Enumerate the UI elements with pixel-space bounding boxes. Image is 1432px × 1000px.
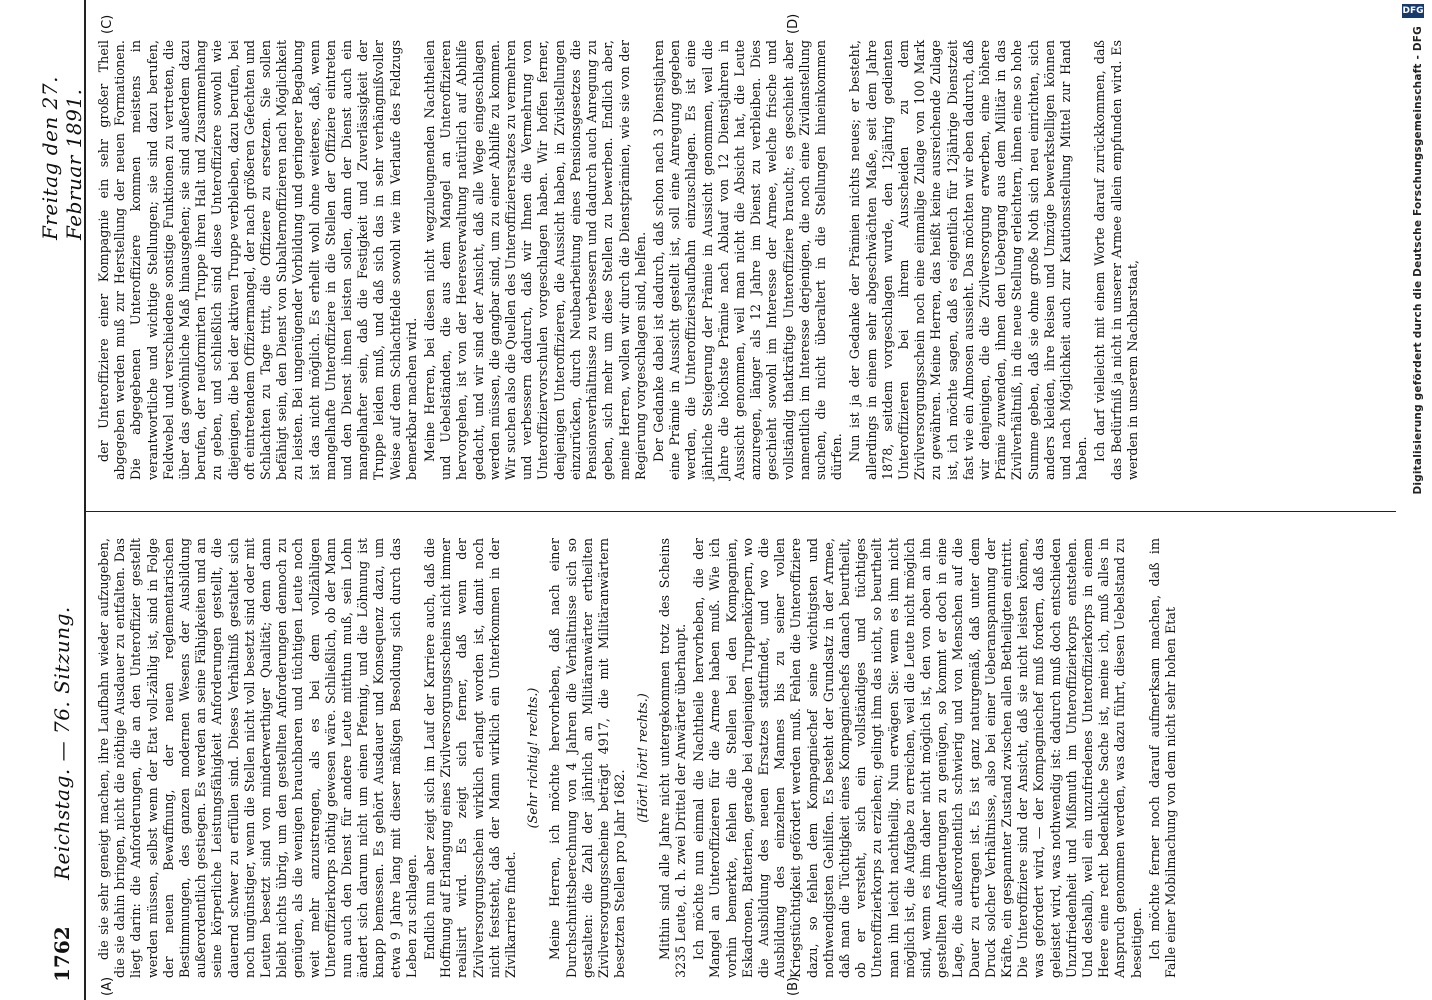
paragraph: Endlich nun aber zeigt sich im Lauf der Karriere auch, daß die Hoffnung auf Erlangung eines Zivilversorgungsscheins nicht immer realisirt wird. Es zeigt sich ferner, daß wenn der Zivilversorgungsschein wirklich erlangt worden ist, damit noch nicht feststeht, daß der Mann wirklich ein Unterkommen in der Zivilkarriere findet. bbox=[422, 538, 519, 978]
paragraph: Nun ist ja der Gedanke der Prämien nichts neues; er besteht, allerdings in einem sehr abgeschwächten Maße, seit dem Jahre 1878, seitdem vorgeschlagen wurde, den 12jährig gedienten Unteroffizieren bei ihrem Ausscheiden zu dem Zivilversorgungsschein noch eine einmalige Zulage von 100 Mark zu gewähren. Meine Herren, das heißt keine ausreichende Zulage ist, ich möchte sagen, daß es eigentlich für 12jährige Dienstzeit fast wie ein Almosen aussieht. Das möchten wir eben dadurch, daß wir denjenigen, die die Zivilversorgung erwerben, eine höhere Prämie zuwenden, ihnen den Uebergang aus dem Militär in das Zivilverhältniß, in die neue Stellung erleichtern, ihnen eine so hohe Summe geben, daß sie ohne große Noth sich neu einrichten, sich anders kleiden, ihre Reisen und Umzüge bewerkstelligen können und nach Möglichkeit auch zur Kautionsstellung Mittel zur Hand haben. bbox=[847, 40, 1090, 480]
paragraph: Meine Herren, ich möchte hervorheben, daß nach einer Durchschnittsberechnung von 4 Jahren die Verhältnisse sich so gestalten: die Zahl der jährlich an Militäranwärter ertheilten Zivilversorgungsscheine beträgt 4917, die mit Militäranwärtern besetzten Stellen pro Jahr 1682. bbox=[547, 538, 628, 978]
paragraph: der Unteroffiziere einer Kompagnie ein sehr großer Theil abgegeben werden muß zur Herstellung der neuen Formationen. Die abgegebenen Unteroffiziere kommen meistens in verantwortliche und wichtige Stellungen; sie sind dazu berufen, Feldwebel und verschiedene sonstige Funktionen zu vertreten, die über das gewöhnliche Maß hinausgehen; sie sind außerdem dazu berufen, der neuformirten Truppe ihren Halt und Zusammenhang zu geben, und schließlich sind diese Unteroffiziere sowohl wie diejenigen, die bei der aktiven Truppe verbleiben, dazu berufen, bei oft eintretendem Offiziermangel, der nach größeren Gefechten und Schlachten zu Tage tritt, die Offiziere zu ersetzen. Sie sollen befähigt sein, den Dienst von Subalternoffizieren nach Möglichkeit zu leisten. Bei ungenügender Vorbildung und geringerer Begabung ist das nicht möglich. Es erhellt wohl ohne weiteres, daß, wenn mangelhafte Unteroffiziere in die Stellen der Offiziere eintreten und den Dienst ihnen leisten sollen, dann der Dienst auch ein mangelhafter sein, daß die Festigkeit und Zuverlässigkeit der Truppe leiden muß, und daß sich das in sehr verhängnißvoller Weise auf dem Schlachtfelde sowohl wie im Verlaufe des Feldzugs bemerkbar machen wird. bbox=[96, 40, 419, 480]
paragraph: Meine Herren, bei diesen nicht wegzuleugnenden Nachtheilen und Uebelständen, die aus dem Mangel an Unteroffizieren hervorgehen, ist von der Heeresverwaltung natürlich auf Abhilfe gedacht, und wir sind der Ansicht, daß alle Wege eingeschlagen werden müssen, die gangbar sind, um zu einer Abhilfe zu kommen. Wir suchen also die Quellen des Unteroffizierersatzes zu vermehren und verbessern dadurch, daß wir Ihnen die Vermehrung von Unteroffiziervorschulen vorgeschlagen haben. Wir hoffen ferner, denjenigen Unteroffizieren, die Aussicht haben, in Zivilstellungen einzurücken, durch Neubearbeitung eines Pensionsgesetzes die Pensionsverhältnisse zu verbessern und dadurch auch Anregung zu geben, sich mehr um diese Stellen zu bewerben. Endlich aber, meine Herren, wollen wir durch die Dienstprämien, wie sie von der Regierung vorgeschlagen sind, helfen. bbox=[422, 40, 648, 480]
margin-marker-c: (C) bbox=[100, 14, 115, 34]
margin-marker-a: (A) bbox=[100, 976, 115, 996]
session-title: Reichstag. — 76. Sitzung. bbox=[50, 606, 74, 880]
paragraph: Ich möchte nun einmal die Nachtheile hervorheben, die der Mangel an Unteroffizieren für die Armee haben muß. Wie ich vorhin bemerkte, fehlen die Stellen bei den Kompagnien, Eskadronen, Batterien, gerade bei denjenigen Truppenkörpern, wo die Ausbildung des neuen Ersatzes stattfindet, und wo die Ausbildung des einzelnen Mannes bis zu seiner vollen Kriegstüchtigkeit gefördert werden muß. Fehlen die Unteroffiziere dazu, so fehlen dem Kompagniechef seine wichtigsten und nothwendigsten Gehilfen. Es besteht der Grundsatz in der Armee, daß man die Tüchtigkeit eines Kompagniechefs danach beurtheilt, ob er versteht, sich ein vollständiges und tüchtiges Unteroffizierkorps zu erziehen; gelingt ihm das nicht, so beurtheilt man ihn leicht nachtheilig. Nun erwägen Sie: wenn es ihm nicht möglich ist, die Aufgabe zu erreichen, weil die Leute nicht möglich sind, wenn es ihm daher nicht möglich ist, den von oben an ihn gestellten Anforderungen zu genügen, so kommt er doch in eine Lage, die außerordentlich schwierig und von Menschen auf die Dauer zu ertragen ist. Es ist ganz naturgemäß, daß unter dem Druck solcher Verhältnisse, also bei einer Ueberanspannung der Kräfte, ein gespannter Zustand zwischen allen Betheiligten eintritt. Die Unteroffiziere sind der Ansicht, daß sie nicht leisten können, was gefordert wird, — der Kompagniechef muß fordern, daß das geleistet wird, was nothwendig ist: dadurch muß doch entschieden Unzufriedenheit und Mißmuth im Unteroffizierkorps entstehen. Und deshalb, weil ein unzufriedenes Unteroffizierkorps in einem Heere eine recht bedenkliche Sache ist, meine ich, muß alles in Anspruch genommen werden, was dazu führt, diesen Uebelstand zu beseitigen. bbox=[691, 538, 1144, 978]
margin-marker-d: (D) bbox=[786, 13, 801, 34]
paragraph: Ich darf vielleicht mit einem Worte darauf zurückkommen, daß das Bedürfniß ja nicht in unserer Armee allein empfunden wird. Es werden in unserem Nachbarstaat, bbox=[1092, 40, 1140, 480]
header-rule bbox=[84, 0, 86, 1000]
paragraph: Der Gedanke dabei ist dadurch, daß schon nach 3 Dienstjahren eine Prämie in Aussicht gestellt ist, soll eine Anregung gegeben werden, die Unteroffizierslaufbahn einzuschlagen. Es ist eine jährliche Steigerung der Prämie in Aussicht genommen, weil die Jahre die höchste Prämie nach Ablauf von 12 Dienstjahren in Aussicht genommen, weil man nicht die Absicht hat, die Leute anzuregen, länger als 12 Jahre im Dienst zu verbleiben. Dies geschieht sowohl im Interesse der Armee, welche frische und vollständig thatkräftige Unteroffiziere braucht; es geschieht aber namentlich im Interesse derjenigen, die noch eine Zivilanstellung suchen, die nicht überaltert in die Stellungen hineinkommen dürfen. bbox=[650, 40, 845, 480]
paragraph: die sie sehr geneigt machen, ihre Laufbahn wieder aufzugeben, die sie dahin bringen, nicht die nöthige Ausdauer zu entfalten. Das liegt darin: die Anforderungen, die an den Unteroffizier gestellt werden müssen, selbst wenn der Etat voll-zählig ist, sind in Folge der neuen Bewaffnung, der neuen reglementarischen Bestimmungen, des ganzen modernen Wesens der Ausbildung außerordentlich gestiegen. Es werden an seine Fähigkeiten und an seine körperliche Leistungsfähigkeit Anforderungen gestellt, die dauernd schwer zu erfüllen sind. Dieses Verhältniß gestaltet sich noch ungünstiger, wenn die Stellen nicht voll besetzt sind oder mit Leuten besetzt sind von minderwerthiger Qualität; denn dann bleibt nichts übrig, um den gestellten Anforderungen dennoch zu genügen, als die wenigen brauchbaren und tüchtigen Leute noch weit mehr anzustrengen, als es bei dem vollzähligen Unteroffizierkorps nöthig gewesen wäre. Schließlich, ob der Mann nun auch den Dienst für andere Leute mitthun muß, sein Lohn ändert sich darum nicht um einen Pfennig, und die Löhnung ist knapp bemessen. Es gehört Ausdauer und Konsequenz dazu, um etwa 9 Jahre lang mit dieser mäßigen Besoldung sich durch das Leben zu schlagen. bbox=[96, 538, 419, 978]
paragraph: Ich möchte ferner noch darauf aufmerksam machen, daß im Falle einer Mobilmachung von dem nicht sehr hohen Etat bbox=[1146, 538, 1178, 978]
rotated-page-content bbox=[16, 0, 1416, 1000]
page-header bbox=[38, 0, 86, 1000]
interjection: (Sehr richtig! rechts.) bbox=[525, 687, 541, 829]
session-date: Freitag den 27. Februar 1891. bbox=[38, 76, 86, 240]
paragraph: Mithin sind alle Jahre nicht untergekommen trotz des Scheins 3235 Leute, d. h. zwei Drittel der Anwärter überhaupt. bbox=[656, 538, 688, 978]
margin-marker-b: (B) bbox=[786, 976, 801, 996]
column-divider bbox=[86, 511, 1432, 512]
interjection: (Hört! hört! rechts.) bbox=[634, 693, 650, 823]
left-column bbox=[96, 538, 1181, 978]
dfg-logo: DFG bbox=[1402, 6, 1424, 16]
credit-sidebar bbox=[1396, 0, 1432, 1000]
digitization-credit: Digitalisierung gefördert durch die Deutsche Forschungsgemeinschaft - DFG bbox=[1412, 26, 1424, 495]
page-number: 1762 bbox=[50, 926, 74, 982]
right-column bbox=[96, 40, 1143, 480]
